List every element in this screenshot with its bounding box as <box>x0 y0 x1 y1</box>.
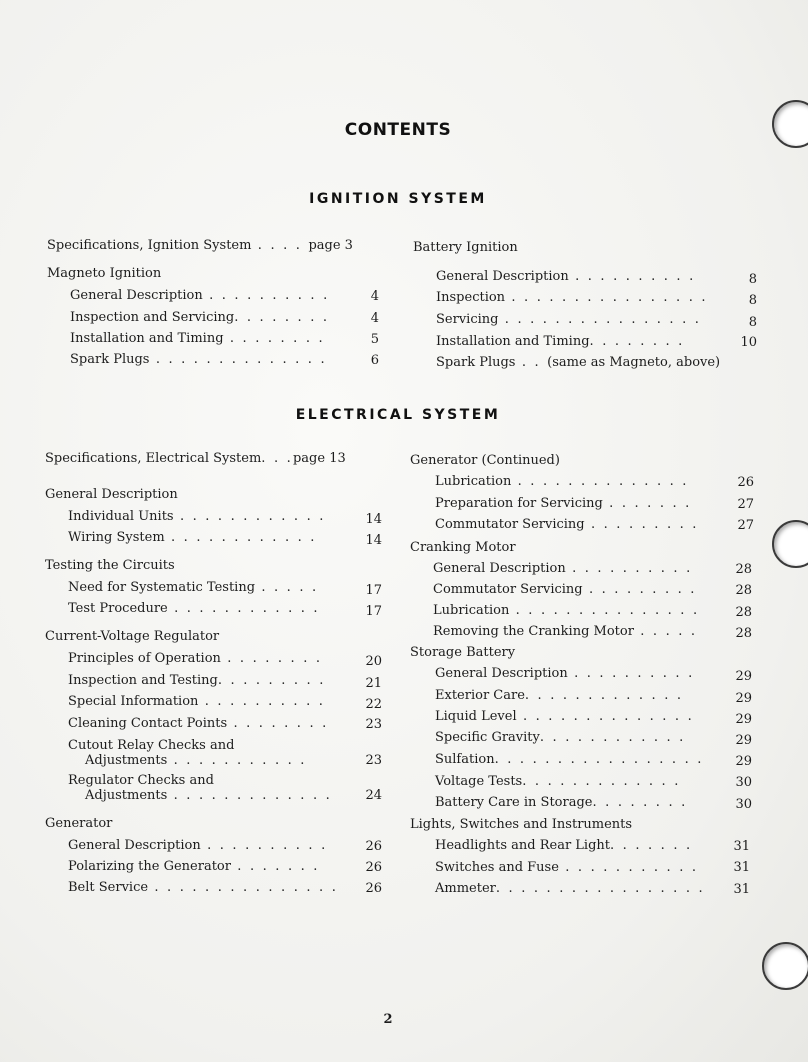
entry-label: Special Information <box>68 694 199 709</box>
toc-entry[interactable]: Belt Service . . . . . . . . . . . . . . . <box>68 880 339 895</box>
entry-page: 28 <box>735 583 752 598</box>
entry-label: General Description <box>435 666 568 681</box>
entry-page: 29 <box>735 712 752 727</box>
entry-label: Ammeter <box>435 881 496 896</box>
entry-label: General Description <box>68 838 201 853</box>
toc-entry[interactable]: Lubrication . . . . . . . . . . . . . . <box>435 474 689 489</box>
lights-switches-heading: Lights, Switches and Instruments <box>410 817 633 832</box>
entry-page: page 3 <box>308 238 353 253</box>
general-description-heading: General Description <box>45 487 178 502</box>
punch-hole <box>762 942 808 990</box>
testing-circuits-heading: Testing the Circuits <box>45 558 175 573</box>
electrical-section-title: ELECTRICAL SYSTEM <box>295 407 501 423</box>
entry-label: Polarizing the Generator <box>68 859 231 874</box>
entry-label: Adjustments <box>85 788 168 803</box>
contents-heading: CONTENTS <box>344 120 452 140</box>
entry-label: Inspection and Testing <box>68 673 218 688</box>
entry-page: 30 <box>735 775 752 790</box>
entry-label: Lubrication <box>433 603 510 618</box>
toc-entry[interactable]: General Description . . . . . . . . . . <box>435 666 695 681</box>
toc-entry[interactable]: Removing the Cranking Motor . . . . . <box>433 624 698 639</box>
toc-entry[interactable]: Need for Systematic Testing . . . . . <box>68 580 319 595</box>
entry-page: 4 <box>370 289 379 304</box>
entry-label: Individual Units <box>68 509 174 524</box>
regulator-heading: Current-Voltage Regulator <box>45 629 220 644</box>
toc-entry[interactable]: Servicing . . . . . . . . . . . . . . . . <box>436 312 702 327</box>
entry-label: Commutator Servicing <box>435 517 585 532</box>
spec-ignition-entry[interactable]: Specifications, Ignition System . . . . page 3 <box>47 238 353 253</box>
entry-page: 8 <box>748 293 757 308</box>
toc-entry[interactable]: General Description . . . . . . . . . . <box>433 561 693 576</box>
toc-entry[interactable]: Liquid Level . . . . . . . . . . . . . . <box>435 709 694 724</box>
toc-entry[interactable]: Special Information . . . . . . . . . . <box>68 694 326 709</box>
toc-entry[interactable]: Cleaning Contact Points . . . . . . . . <box>68 716 329 731</box>
toc-entry[interactable]: Inspection and Testing. . . . . . . . . <box>68 673 326 688</box>
toc-entry[interactable]: General Description . . . . . . . . . . <box>436 269 696 284</box>
entry-page: 17 <box>365 604 382 619</box>
entry-page: 27 <box>737 497 754 512</box>
entry-label: Cleaning Contact Points <box>68 716 228 731</box>
regulator-checks-entry-line2[interactable]: Adjustments . . . . . . . . . . . . . <box>85 788 332 803</box>
toc-entry[interactable]: Commutator Servicing . . . . . . . . . <box>433 582 697 597</box>
entry-page: 28 <box>735 626 752 641</box>
entry-label: Inspection and Servicing <box>70 310 235 325</box>
toc-entry[interactable]: Lubrication . . . . . . . . . . . . . . . <box>433 603 700 618</box>
spark-plugs-entry[interactable]: Spark Plugs . . (same as Magneto, above) <box>436 355 721 370</box>
entry-page: 31 <box>733 860 750 875</box>
entry-page: 27 <box>737 518 754 533</box>
entry-label: Removing the Cranking Motor <box>433 624 634 639</box>
entry-label: Switches and Fuse <box>435 860 559 875</box>
toc-entry[interactable]: Principles of Operation . . . . . . . . <box>68 651 323 666</box>
entry-page: 24 <box>365 788 382 803</box>
entry-label: Lubrication <box>435 474 512 489</box>
entry-label: Specifications, Electrical System <box>45 451 262 466</box>
entry-page: 26 <box>737 475 754 490</box>
entry-label: Installation and Timing <box>70 331 224 346</box>
generator-heading: Generator <box>45 816 113 831</box>
entry-label: Adjustments <box>85 753 168 768</box>
entry-label: Commutator Servicing <box>433 582 583 597</box>
entry-label: Servicing <box>436 312 499 327</box>
entry-page: 5 <box>370 332 379 347</box>
entry-page: 23 <box>365 753 382 768</box>
entry-page: 30 <box>735 797 752 812</box>
toc-entry[interactable]: General Description . . . . . . . . . . <box>68 838 328 853</box>
entry-page: 26 <box>365 839 382 854</box>
entry-page: 20 <box>365 654 382 669</box>
magneto-group-heading: Magneto Ignition <box>47 266 162 281</box>
entry-page: 23 <box>365 717 382 732</box>
toc-entry[interactable]: Headlights and Rear Light. . . . . . . <box>435 838 693 853</box>
entry-label: Sulfation <box>435 752 495 767</box>
entry-page: 8 <box>748 315 757 330</box>
toc-entry[interactable]: Spark Plugs . . . . . . . . . . . . . . <box>70 352 327 367</box>
entry-page: 29 <box>735 733 752 748</box>
cranking-motor-heading: Cranking Motor <box>410 540 516 555</box>
entry-label: Spark Plugs <box>436 355 516 370</box>
entry-page: 22 <box>365 697 382 712</box>
toc-entry[interactable]: Test Procedure . . . . . . . . . . . . <box>68 601 320 616</box>
entry-label: Installation and Timing <box>436 334 590 349</box>
entry-page: 8 <box>748 272 757 287</box>
entry-page: 28 <box>735 605 752 620</box>
entry-label: Wiring System <box>68 530 165 545</box>
entry-label: General Description <box>433 561 566 576</box>
entry-label: General Description <box>70 288 203 303</box>
toc-entry[interactable]: Sulfation. . . . . . . . . . . . . . . . . <box>435 752 704 767</box>
cutout-relay-entry-line1[interactable]: Cutout Relay Checks and <box>68 738 235 753</box>
toc-entry[interactable]: Battery Care in Storage. . . . . . . . <box>435 795 688 810</box>
entry-page: 6 <box>370 353 379 368</box>
toc-entry[interactable]: Specific Gravity. . . . . . . . . . . . <box>435 730 686 745</box>
entry-label: Liquid Level <box>435 709 517 724</box>
toc-entry[interactable]: Installation and Timing . . . . . . . . <box>70 331 325 346</box>
toc-entry[interactable]: Commutator Servicing . . . . . . . . . <box>435 517 699 532</box>
cutout-relay-entry-line2[interactable]: Adjustments . . . . . . . . . . . <box>85 753 307 768</box>
entry-page: page 13 <box>292 451 346 466</box>
toc-entry[interactable]: Inspection and Servicing. . . . . . . . <box>70 310 330 325</box>
entry-label: Principles of Operation <box>68 651 221 666</box>
entry-label: Need for Systematic Testing <box>68 580 256 595</box>
toc-entry[interactable]: General Description . . . . . . . . . . <box>70 288 330 303</box>
storage-battery-heading: Storage Battery <box>410 645 516 660</box>
entry-label: Exterior Care <box>435 688 525 703</box>
toc-entry[interactable]: Voltage Tests. . . . . . . . . . . . . <box>435 774 681 789</box>
entry-label: Test Procedure <box>68 601 168 616</box>
page-number: 2 <box>383 1012 393 1027</box>
entry-page: 31 <box>733 882 750 897</box>
toc-entry[interactable]: Polarizing the Generator . . . . . . . <box>68 859 320 874</box>
entry-label: Belt Service <box>68 880 149 895</box>
entry-label: Specifications, Ignition System <box>47 238 252 253</box>
regulator-checks-entry-line1[interactable]: Regulator Checks and <box>68 773 214 788</box>
entry-page: 29 <box>735 754 752 769</box>
ignition-section-title: IGNITION SYSTEM <box>309 191 487 207</box>
toc-entry[interactable]: Exterior Care. . . . . . . . . . . . . <box>435 688 684 703</box>
entry-label: Battery Care in Storage <box>435 795 593 810</box>
spec-electrical-entry[interactable]: Specifications, Electrical System. . .page 13 <box>45 451 346 466</box>
entry-page: 21 <box>365 676 382 691</box>
entry-page: 29 <box>735 669 752 684</box>
toc-entry[interactable]: Inspection . . . . . . . . . . . . . . . . <box>436 290 708 305</box>
toc-entry[interactable]: Individual Units . . . . . . . . . . . . <box>68 509 326 524</box>
generator-continued-heading: Generator (Continued) <box>410 453 560 468</box>
toc-entry[interactable]: Switches and Fuse . . . . . . . . . . . <box>435 860 699 875</box>
entry-page: 14 <box>365 533 382 548</box>
entry-label: Headlights and Rear Light <box>435 838 611 853</box>
toc-entry[interactable]: Wiring System . . . . . . . . . . . . <box>68 530 317 545</box>
entry-label: Specific Gravity <box>435 730 540 745</box>
battery-ignition-heading: Battery Ignition <box>413 240 518 255</box>
entry-page: 10 <box>740 335 757 350</box>
entry-note: (same as Magneto, above) <box>547 355 721 370</box>
toc-entry[interactable]: Installation and Timing. . . . . . . . <box>436 334 685 349</box>
entry-page: 31 <box>733 839 750 854</box>
entry-label: Voltage Tests <box>435 774 523 789</box>
entry-page: 29 <box>735 691 752 706</box>
toc-entry[interactable]: Ammeter. . . . . . . . . . . . . . . . . <box>435 881 705 896</box>
entry-label: Spark Plugs <box>70 352 150 367</box>
entry-page: 4 <box>370 311 379 326</box>
entry-page: 14 <box>365 512 382 527</box>
entry-page: 17 <box>365 583 382 598</box>
entry-page: 26 <box>365 881 382 896</box>
entry-label: General Description <box>436 269 569 284</box>
toc-entry[interactable]: Preparation for Servicing . . . . . . . <box>435 496 692 511</box>
entry-label: Inspection <box>436 290 506 305</box>
entry-page: 26 <box>365 860 382 875</box>
entry-page: 28 <box>735 562 752 577</box>
entry-label: Preparation for Servicing <box>435 496 603 511</box>
